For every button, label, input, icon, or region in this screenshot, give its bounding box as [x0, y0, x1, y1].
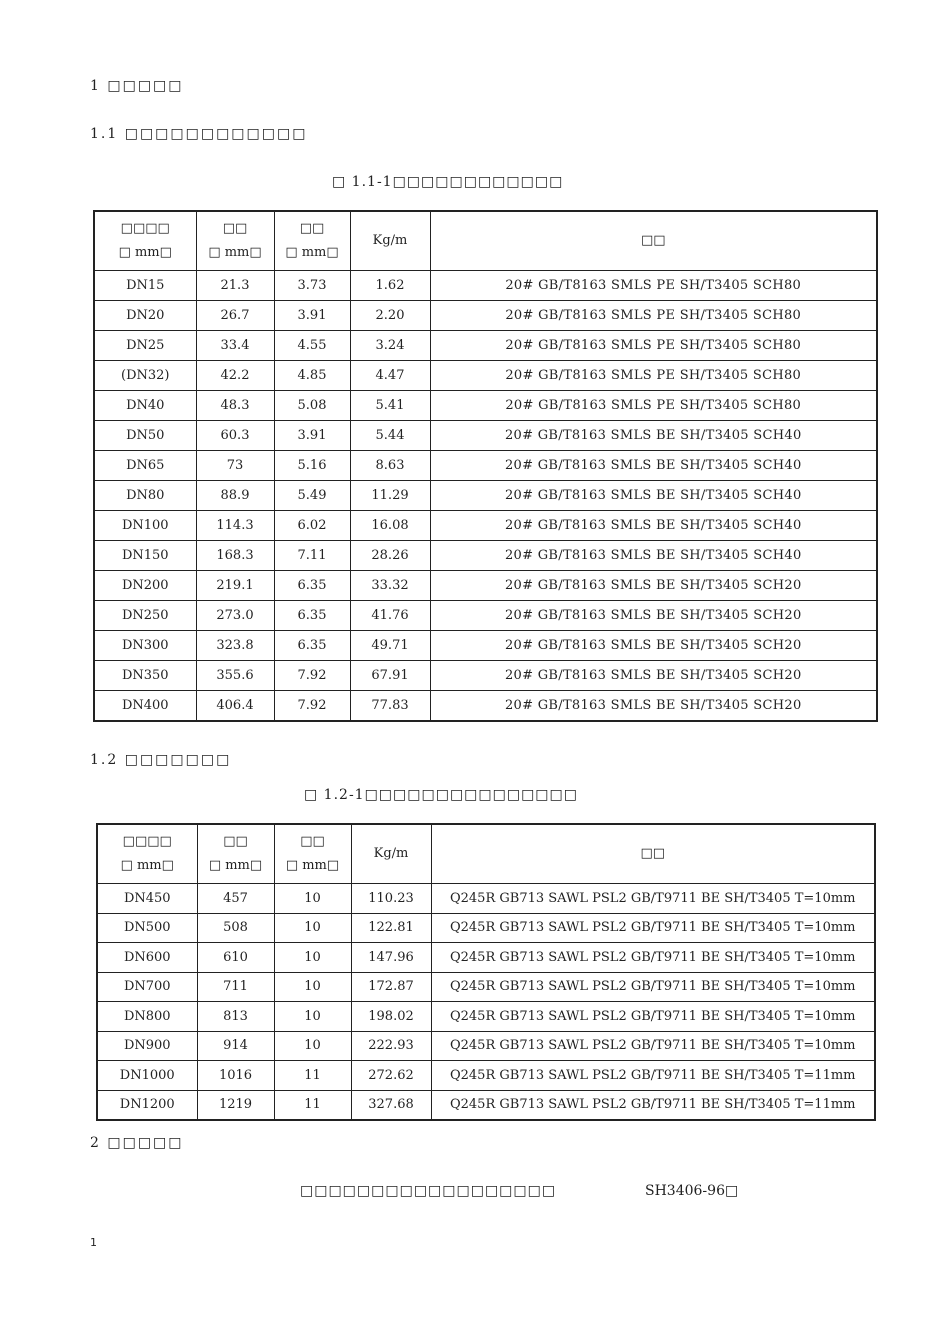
- cell-weight: 8.63: [350, 451, 430, 481]
- cell-weight: 172.87: [351, 972, 431, 1002]
- table-row: [94, 331, 877, 361]
- cell-specification: 20# GB/T8163 SMLS BE SH/T3405 SCH20: [430, 571, 877, 601]
- cell-outer-diameter: 73: [196, 451, 274, 481]
- table-row: [97, 1090, 875, 1120]
- cell-weight: 11.29: [350, 481, 430, 511]
- cell-specification: 20# GB/T8163 SMLS BE SH/T3405 SCH20: [430, 661, 877, 691]
- table-row: [97, 913, 875, 943]
- cell-nominal-size: DN900: [97, 1031, 197, 1061]
- cell-outer-diameter: 711: [197, 972, 274, 1002]
- table-row: [94, 481, 877, 511]
- cell-wall-thickness: 10: [274, 943, 351, 973]
- table-row: [94, 541, 877, 571]
- cell-outer-diameter: 33.4: [196, 331, 274, 361]
- table-row: [94, 691, 877, 722]
- cell-nominal-size: DN600: [97, 943, 197, 973]
- cell-weight: 16.08: [350, 511, 430, 541]
- cell-specification: 20# GB/T8163 SMLS PE SH/T3405 SCH80: [430, 271, 877, 301]
- cell-wall-thickness: 3.91: [274, 421, 350, 451]
- cell-outer-diameter: 457: [197, 884, 274, 914]
- table-row: [97, 972, 875, 1002]
- section-1-heading: 1 □□□□□: [90, 78, 184, 94]
- cell-weight: 4.47: [350, 361, 430, 391]
- table-2-caption: □ 1.2-1□□□□□□□□□□□□□□□: [304, 787, 578, 803]
- cell-nominal-size: DN400: [94, 691, 196, 722]
- cell-nominal-size: DN20: [94, 301, 196, 331]
- table-2: [96, 823, 876, 1121]
- table-row: [94, 511, 877, 541]
- cell-outer-diameter: 406.4: [196, 691, 274, 722]
- cell-outer-diameter: 42.2: [196, 361, 274, 391]
- section-2-heading: 2 □□□□□: [90, 1135, 184, 1151]
- cell-specification: Q245R GB713 SAWL PSL2 GB/T9711 BE SH/T3405 T=10mm: [431, 943, 875, 973]
- cell-specification: 20# GB/T8163 SMLS BE SH/T3405 SCH20: [430, 631, 877, 661]
- cell-wall-thickness: 7.92: [274, 691, 350, 722]
- cell-specification: 20# GB/T8163 SMLS BE SH/T3405 SCH40: [430, 541, 877, 571]
- cell-wall-thickness: 3.91: [274, 301, 350, 331]
- cell-wall-thickness: 6.35: [274, 601, 350, 631]
- table-row: [97, 1031, 875, 1061]
- cell-nominal-size: DN700: [97, 972, 197, 1002]
- table-row: [97, 1061, 875, 1091]
- cell-outer-diameter: 1016: [197, 1061, 274, 1091]
- cell-outer-diameter: 114.3: [196, 511, 274, 541]
- cell-nominal-size: DN300: [94, 631, 196, 661]
- cell-wall-thickness: 7.11: [274, 541, 350, 571]
- table-row: [94, 631, 877, 661]
- cell-specification: 20# GB/T8163 SMLS PE SH/T3405 SCH80: [430, 391, 877, 421]
- cell-outer-diameter: 273.0: [196, 601, 274, 631]
- cell-nominal-size: DN40: [94, 391, 196, 421]
- cell-specification: 20# GB/T8163 SMLS BE SH/T3405 SCH40: [430, 421, 877, 451]
- cell-wall-thickness: 10: [274, 1031, 351, 1061]
- cell-wall-thickness: 6.35: [274, 631, 350, 661]
- table-2-header-row: [97, 824, 875, 884]
- table-1-header-row: [94, 211, 877, 271]
- cell-nominal-size: DN100: [94, 511, 196, 541]
- cell-nominal-size: (DN32): [94, 361, 196, 391]
- cell-outer-diameter: 168.3: [196, 541, 274, 571]
- cell-weight: 41.76: [350, 601, 430, 631]
- cell-outer-diameter: 914: [197, 1031, 274, 1061]
- cell-nominal-size: DN200: [94, 571, 196, 601]
- cell-wall-thickness: 4.55: [274, 331, 350, 361]
- cell-wall-thickness: 5.08: [274, 391, 350, 421]
- cell-specification: 20# GB/T8163 SMLS PE SH/T3405 SCH80: [430, 301, 877, 331]
- cell-weight: 3.24: [350, 331, 430, 361]
- cell-wall-thickness: 11: [274, 1061, 351, 1091]
- cell-weight: 272.62: [351, 1061, 431, 1091]
- header-specification: □□: [430, 211, 877, 271]
- cell-specification: Q245R GB713 SAWL PSL2 GB/T9711 BE SH/T3405 T=11mm: [431, 1090, 875, 1120]
- cell-specification: 20# GB/T8163 SMLS BE SH/T3405 SCH20: [430, 691, 877, 722]
- cell-outer-diameter: 48.3: [196, 391, 274, 421]
- cell-specification: Q245R GB713 SAWL PSL2 GB/T9711 BE SH/T3405 T=11mm: [431, 1061, 875, 1091]
- cell-weight: 122.81: [351, 913, 431, 943]
- cell-outer-diameter: 508: [197, 913, 274, 943]
- cell-wall-thickness: 7.92: [274, 661, 350, 691]
- cell-specification: Q245R GB713 SAWL PSL2 GB/T9711 BE SH/T3405 T=10mm: [431, 913, 875, 943]
- cell-weight: 110.23: [351, 884, 431, 914]
- cell-wall-thickness: 11: [274, 1090, 351, 1120]
- cell-weight: 67.91: [350, 661, 430, 691]
- cell-weight: 28.26: [350, 541, 430, 571]
- table-row: [94, 271, 877, 301]
- table-row: [97, 884, 875, 914]
- table-row: [94, 421, 877, 451]
- cell-weight: 327.68: [351, 1090, 431, 1120]
- cell-specification: 20# GB/T8163 SMLS PE SH/T3405 SCH80: [430, 361, 877, 391]
- cell-specification: Q245R GB713 SAWL PSL2 GB/T9711 BE SH/T3405 T=10mm: [431, 1002, 875, 1032]
- cell-weight: 77.83: [350, 691, 430, 722]
- cell-outer-diameter: 219.1: [196, 571, 274, 601]
- cell-weight: 2.20: [350, 301, 430, 331]
- cell-specification: 20# GB/T8163 SMLS PE SH/T3405 SCH80: [430, 331, 877, 361]
- header-outer-diameter: □□ □ mm□: [196, 211, 274, 271]
- cell-specification: 20# GB/T8163 SMLS BE SH/T3405 SCH40: [430, 451, 877, 481]
- cell-outer-diameter: 21.3: [196, 271, 274, 301]
- table-row: [94, 361, 877, 391]
- table-row: [97, 1002, 875, 1032]
- table-row: [94, 601, 877, 631]
- cell-wall-thickness: 5.16: [274, 451, 350, 481]
- table-row: [94, 571, 877, 601]
- cell-weight: 5.44: [350, 421, 430, 451]
- cell-nominal-size: DN15: [94, 271, 196, 301]
- cell-wall-thickness: 6.35: [274, 571, 350, 601]
- cell-wall-thickness: 10: [274, 1002, 351, 1032]
- header-weight: Kg/m: [351, 824, 431, 884]
- cell-outer-diameter: 60.3: [196, 421, 274, 451]
- header-nominal-size: □□□□ □ mm□: [94, 211, 196, 271]
- cell-nominal-size: DN80: [94, 481, 196, 511]
- table-1: [93, 210, 878, 722]
- page-number: 1: [90, 1236, 97, 1249]
- cell-outer-diameter: 1219: [197, 1090, 274, 1120]
- cell-weight: 198.02: [351, 1002, 431, 1032]
- table-row: [94, 391, 877, 421]
- cell-wall-thickness: 3.73: [274, 271, 350, 301]
- header-wall-thickness: □□ □ mm□: [274, 824, 351, 884]
- cell-nominal-size: DN25: [94, 331, 196, 361]
- header-wall-thickness: □□ □ mm□: [274, 211, 350, 271]
- cell-specification: Q245R GB713 SAWL PSL2 GB/T9711 BE SH/T3405 T=10mm: [431, 972, 875, 1002]
- section-1-1-heading: 1.1 □□□□□□□□□□□□: [90, 126, 308, 142]
- cell-wall-thickness: 5.49: [274, 481, 350, 511]
- table-row: [94, 661, 877, 691]
- cell-nominal-size: DN500: [97, 913, 197, 943]
- header-weight: Kg/m: [350, 211, 430, 271]
- cell-weight: 222.93: [351, 1031, 431, 1061]
- cell-weight: 33.32: [350, 571, 430, 601]
- cell-specification: 20# GB/T8163 SMLS BE SH/T3405 SCH40: [430, 481, 877, 511]
- cell-wall-thickness: 6.02: [274, 511, 350, 541]
- cell-wall-thickness: 10: [274, 972, 351, 1002]
- cell-outer-diameter: 88.9: [196, 481, 274, 511]
- cell-nominal-size: DN350: [94, 661, 196, 691]
- header-nominal-size: □□□□ □ mm□: [97, 824, 197, 884]
- cell-outer-diameter: 323.8: [196, 631, 274, 661]
- reference-code: SH3406-96□: [645, 1183, 739, 1199]
- cell-nominal-size: DN1200: [97, 1090, 197, 1120]
- table-1-caption: □ 1.1-1□□□□□□□□□□□□: [332, 174, 564, 190]
- cell-nominal-size: DN450: [97, 884, 197, 914]
- cell-weight: 147.96: [351, 943, 431, 973]
- cell-outer-diameter: 26.7: [196, 301, 274, 331]
- table-row: [94, 301, 877, 331]
- cell-wall-thickness: 10: [274, 884, 351, 914]
- cell-outer-diameter: 813: [197, 1002, 274, 1032]
- cell-weight: 5.41: [350, 391, 430, 421]
- reference-title: □□□□□□□□□□□□□□□□□□: [300, 1183, 557, 1199]
- cell-nominal-size: DN65: [94, 451, 196, 481]
- cell-specification: Q245R GB713 SAWL PSL2 GB/T9711 BE SH/T3405 T=10mm: [431, 1031, 875, 1061]
- header-specification: □□: [431, 824, 875, 884]
- table-row: [97, 943, 875, 973]
- cell-outer-diameter: 610: [197, 943, 274, 973]
- table-row: [94, 451, 877, 481]
- cell-wall-thickness: 4.85: [274, 361, 350, 391]
- cell-specification: Q245R GB713 SAWL PSL2 GB/T9711 BE SH/T3405 T=10mm: [431, 884, 875, 914]
- cell-specification: 20# GB/T8163 SMLS BE SH/T3405 SCH40: [430, 511, 877, 541]
- cell-nominal-size: DN50: [94, 421, 196, 451]
- cell-weight: 49.71: [350, 631, 430, 661]
- cell-weight: 1.62: [350, 271, 430, 301]
- cell-nominal-size: DN1000: [97, 1061, 197, 1091]
- cell-nominal-size: DN150: [94, 541, 196, 571]
- section-1-2-heading: 1.2 □□□□□□□: [90, 752, 232, 768]
- cell-wall-thickness: 10: [274, 913, 351, 943]
- header-outer-diameter: □□ □ mm□: [197, 824, 274, 884]
- cell-nominal-size: DN800: [97, 1002, 197, 1032]
- cell-outer-diameter: 355.6: [196, 661, 274, 691]
- cell-nominal-size: DN250: [94, 601, 196, 631]
- cell-specification: 20# GB/T8163 SMLS BE SH/T3405 SCH20: [430, 601, 877, 631]
